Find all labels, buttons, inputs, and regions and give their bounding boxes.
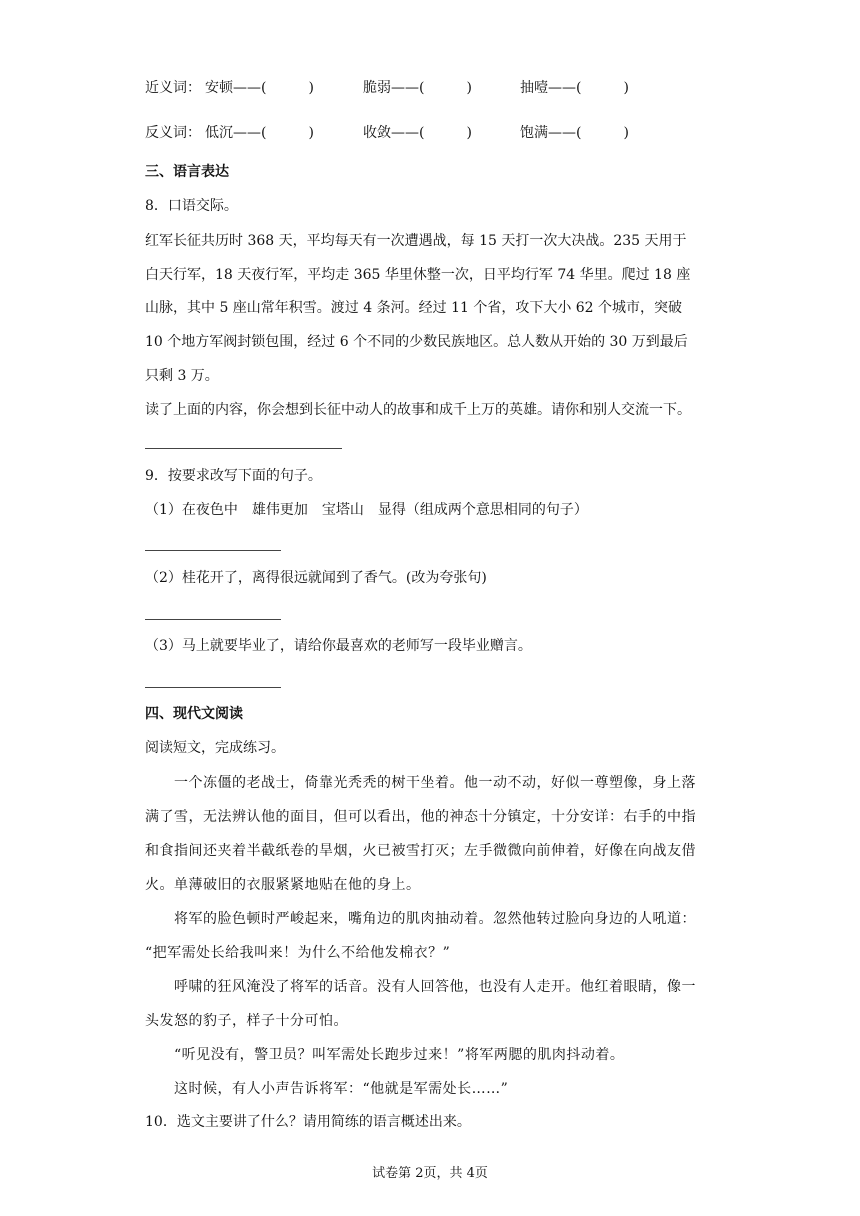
passage-line: 满了雪，无法辨认他的面目，但可以看出，他的神态十分镇定，十分安详：右手的中指 bbox=[145, 809, 696, 825]
question-title: 10．选文主要讲了什么？请用简练的语言概述出来。 bbox=[145, 1114, 471, 1130]
sub-question: （2）桂花开了，离得很远就闻到了香气。(改为夸张句) bbox=[145, 570, 487, 586]
synonym-item: 安顿——( ) bbox=[205, 80, 314, 96]
passage-line: 呼啸的狂风淹没了将军的话音。没有人回答他，也没有人走开。他红着眼睛，像一 bbox=[174, 979, 696, 995]
antonym-item: 低沉——( ) bbox=[205, 125, 314, 141]
paragraph-line: 白天行军，18 天夜行军，平均走 365 华里休整一次，日平均行军 74 华里。爬过 18 座 bbox=[145, 267, 691, 283]
answer-line[interactable] bbox=[145, 448, 342, 449]
antonym-item: 收敛——( ) bbox=[363, 125, 472, 141]
passage-line: “把军需处长给我叫来！为什么不给他发棉衣？” bbox=[145, 945, 451, 961]
paragraph-line: 红军长征共历时 368 天，平均每天有一次遭遇战，每 15 天打一次大决战。235 天用于 bbox=[145, 233, 687, 249]
question-prompt: 读了上面的内容，你会想到长征中动人的故事和成千上万的英雄。请你和别人交流一下。 bbox=[145, 402, 691, 418]
synonym-item: 抽噎——( ) bbox=[520, 80, 629, 96]
passage-line: 头发怒的豹子，样子十分可怕。 bbox=[145, 1013, 348, 1029]
reading-intro: 阅读短文，完成练习。 bbox=[145, 740, 285, 756]
passage-line: 一个冻僵的老战士，倚靠光秃秃的树干坐着。他一动不动，好似一尊塑像，身上落 bbox=[174, 775, 696, 791]
answer-line[interactable] bbox=[145, 687, 281, 688]
paragraph-line: 只剩 3 万。 bbox=[145, 368, 219, 384]
answer-line[interactable] bbox=[145, 619, 281, 620]
answer-line[interactable] bbox=[145, 550, 281, 551]
antonym-item: 饱满——( ) bbox=[520, 125, 629, 141]
passage-line: 和食指间还夹着半截纸卷的旱烟，火已被雪打灭；左手微微向前伸着，好像在向战友借 bbox=[145, 843, 696, 859]
paragraph-line: 10 个地方军阀封锁包围，经过 6 个不同的少数民族地区。总人数从开始的 30 万到最后 bbox=[145, 334, 688, 350]
section-title: 三、语言表达 bbox=[145, 164, 229, 180]
passage-line: 火。单薄破旧的衣服紧紧地贴在他的身上。 bbox=[145, 877, 421, 893]
passage-line: 这时候，有人小声告诉将军：“他就是军需处长……” bbox=[174, 1081, 509, 1097]
page-footer: 试卷第 2页，共 4页 bbox=[372, 1166, 488, 1181]
synonym-item: 脆弱——( ) bbox=[363, 80, 472, 96]
question-title: 8．口语交际。 bbox=[145, 198, 238, 214]
paragraph-line: 山脉，其中 5 座山常年积雪。渡过 4 条河。经过 11 个省，攻下大小 62 个城市，突破 bbox=[145, 300, 683, 316]
passage-line: “听见没有，警卫员？叫军需处长跑步过来！”将军两腮的肌肉抖动着。 bbox=[174, 1047, 625, 1063]
question-title: 9．按要求改写下面的句子。 bbox=[145, 468, 322, 484]
sub-question: （1）在夜色中 雄伟更加 宝塔山 显得（组成两个意思相同的句子） bbox=[145, 502, 588, 518]
passage-line: 将军的脸色顿时严峻起来，嘴角边的肌肉抽动着。忽然他转过脸向身边的人吼道： bbox=[174, 911, 696, 927]
synonym-label: 近义词： bbox=[145, 80, 201, 96]
antonym-label: 反义词： bbox=[145, 125, 201, 141]
sub-question: （3）马上就要毕业了，请给你最喜欢的老师写一段毕业赠言。 bbox=[145, 638, 532, 654]
section-title: 四、现代文阅读 bbox=[145, 706, 243, 722]
